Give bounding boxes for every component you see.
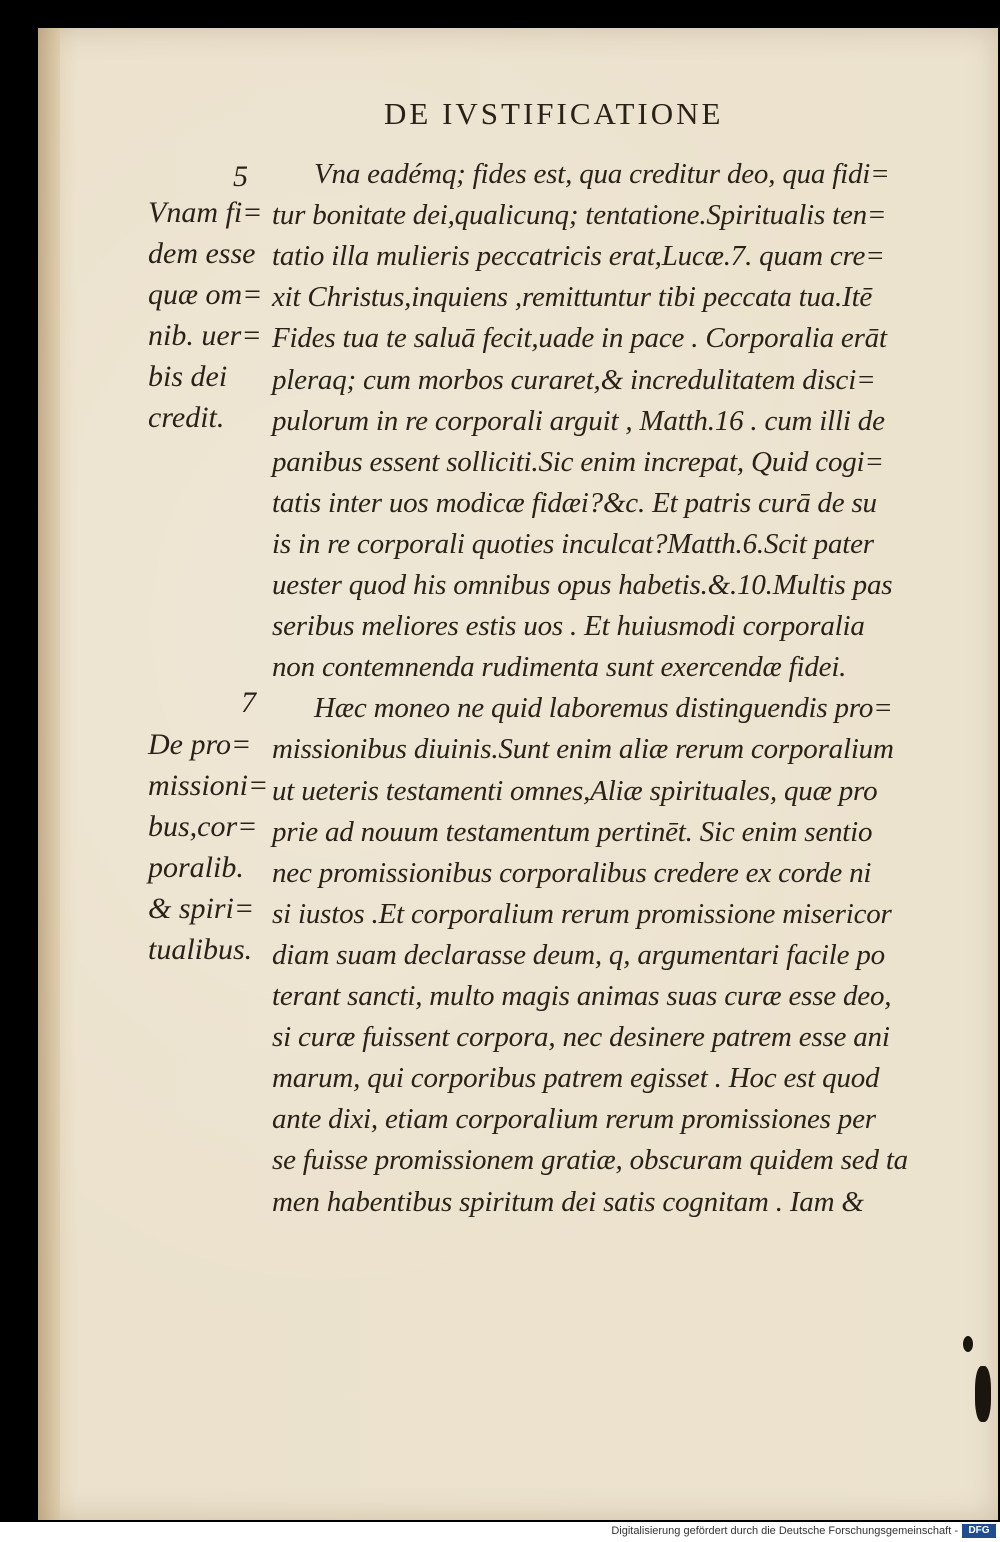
text-line: is in re corporali quoties inculcat?Matth.6.Scit pater <box>272 527 874 560</box>
text-line: tatis inter uos modicæ fidæi?&c. Et patris curā de su <box>272 486 877 519</box>
text-line: ante dixi, etiam corporalium rerum promissiones per <box>272 1103 876 1136</box>
margin-note: bus,cor= <box>148 810 258 843</box>
dfg-logo: DFG <box>962 1524 996 1538</box>
margin-note: quæ om= <box>148 278 263 311</box>
margin-note: poralib. <box>148 851 244 884</box>
text-line: missionibus diuinis.Sunt enim aliæ rerum corporalium <box>272 733 894 766</box>
text-line: non contemnenda rudimenta sunt exercendæ fidei. <box>272 651 847 684</box>
ink-mark <box>963 1336 973 1352</box>
text-line: Hæc moneo ne quid laboremus distinguendis pro= <box>314 692 893 725</box>
margin-note: Vnam fi= <box>148 196 263 229</box>
running-header: DE IVSTIFICATIONE <box>384 96 724 131</box>
text-line: nec promissionibus corporalibus credere ex corde ni <box>272 856 872 889</box>
text-line: terant sancti, multo magis animas suas curæ esse deo, <box>272 980 892 1012</box>
text-line: Vna eadémq; fides est, qua creditur deo, qua fidi= <box>314 158 890 190</box>
text-line: pleraq; cum morbos curaret,& incredulitatem disci= <box>272 363 876 396</box>
page-gutter-edge <box>38 28 60 1520</box>
text-line: marum, qui corporibus patrem egisset . Hoc est quod <box>272 1062 880 1095</box>
text-line: si curæ fuissent corpora, nec desinere patrem esse ani <box>272 1021 890 1054</box>
text-line: pulorum in re corporali arguit , Matth.16 . cum illi de <box>272 404 885 437</box>
text-line: se fuisse promissionem gratiæ, obscuram quidem sed ta <box>272 1144 908 1177</box>
section-number: 7 <box>241 686 256 719</box>
text-line: tatio illa mulieris peccatricis erat,Lucæ.7. quam cre= <box>272 240 885 273</box>
text-line: prie ad nouum testamentum pertinēt. Sic enim sentio <box>272 815 873 848</box>
margin-note: dem esse <box>148 237 256 270</box>
text-line: ut ueteris testamenti omnes,Aliæ spirituales, quæ pro <box>272 774 878 807</box>
margin-note: & spiri= <box>148 892 255 925</box>
text-line: tur bonitate dei,qualicunq; tentatione.Spiritualis ten= <box>272 199 887 232</box>
margin-note: missioni= <box>148 769 269 802</box>
text-line: diam suam declarasse deum, q, argumentari facile po <box>272 938 885 971</box>
footer-credit: Digitalisierung gefördert durch die Deutsche Forschungsgemeinschaft - <box>611 1525 958 1537</box>
text-line: men habentibus spiritum dei satis cognitam . Iam & <box>272 1185 864 1218</box>
margin-note: bis dei <box>148 360 228 393</box>
text-line: Fides tua te saluā fecit,uade in pace . Corporalia erāt <box>272 322 887 355</box>
text-line: seribus meliores estis uos . Et huiusmodi corporalia <box>272 610 865 643</box>
text-line: si iustos .Et corporalium rerum promissione misericor <box>272 897 892 930</box>
text-line: xit Christus,inquiens ,remittuntur tibi peccata tua.Itē <box>272 281 873 314</box>
ink-mark <box>975 1366 991 1422</box>
text-line: uester quod his omnibus opus habetis.&.10.Multis pas <box>272 569 893 601</box>
section-number: 5 <box>233 160 248 193</box>
margin-note: nib. uer= <box>148 319 262 352</box>
margin-note: De pro= <box>148 728 252 761</box>
margin-note: tualibus. <box>148 933 253 966</box>
margin-note: credit. <box>148 401 225 434</box>
text-line: panibus essent solliciti.Sic enim increpat, Quid cogi= <box>272 445 884 478</box>
